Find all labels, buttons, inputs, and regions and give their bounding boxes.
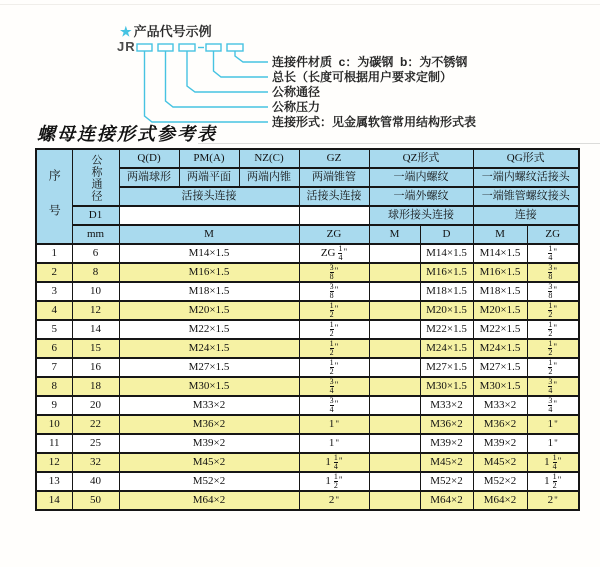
seq-cell: 8 [36,377,72,396]
seq-cell: 5 [36,320,72,339]
m-cell: M27×1.5 [119,358,299,377]
qg-zg-cell: $\frac{1}{2}$ " [527,301,579,320]
header-conn2-qz: 球形接头连接 [369,206,473,225]
qz-d-cell: M64×2 [420,491,473,510]
header-unit-mm: mm [72,225,119,244]
connector-line-material [235,51,268,62]
qg-m-cell: M27×1.5 [473,358,527,377]
seq-cell: 2 [36,263,72,282]
dn-cell: 18 [72,377,119,396]
table-row [36,282,579,301]
seq-cell: 11 [36,434,72,453]
qz-d-cell: M30×1.5 [420,377,473,396]
seq-cell: 12 [36,453,72,472]
seq-cell: 7 [36,358,72,377]
qz-m-cell [369,282,420,301]
table-row [36,377,579,396]
diagram-heading [120,21,212,40]
qg-m-cell: M30×1.5 [473,377,527,396]
qg-zg-cell: $\frac{1}{2}$ " [527,320,579,339]
header-unit-qg-zg: ZG [527,225,579,244]
code-box-1 [137,44,152,51]
header-type-qz: 一端内螺纹 [369,168,473,187]
qg-zg-cell: $\frac{3}{8}$ " [527,282,579,301]
dn-cell: 10 [72,282,119,301]
seq-cell: 9 [36,396,72,415]
gz-cell: 1" [299,434,369,453]
header-group-gz: GZ [299,149,369,168]
reference-table [35,148,580,511]
page-title: 螺母连接形式参考表 [37,124,217,145]
seq-cell: 10 [36,415,72,434]
qz-m-cell [369,244,420,263]
m-cell: M18×1.5 [119,282,299,301]
qg-m-cell: M16×1.5 [473,263,527,282]
qz-m-cell [369,434,420,453]
qz-m-cell [369,339,420,358]
diagram-label-diameter: 公称通径 [272,85,321,99]
m-cell: M16×1.5 [119,263,299,282]
qg-zg-cell: $\frac{1}{2}$ " [527,339,579,358]
qz-m-cell [369,358,420,377]
qg-m-cell: M45×2 [473,453,527,472]
qz-d-cell: M33×2 [420,396,473,415]
m-cell: M45×2 [119,453,299,472]
qg-m-cell: M36×2 [473,415,527,434]
header-group-pma: PM(A) [179,149,239,168]
header-row-d1 [36,206,579,225]
qg-zg-cell: $\frac{3}{4}$ " [527,396,579,415]
qg-zg-cell: 1 $\frac{1}{4}$ " [527,453,579,472]
m-cell: M64×2 [119,491,299,510]
header-type-pma: 两端平面 [179,168,239,187]
qz-d-cell: M27×1.5 [420,358,473,377]
gz-cell: $\frac{3}{8}$ " [299,263,369,282]
table-row [36,244,579,263]
diagram-label-material: 连接件材质 c：为碳钢 b：为不锈钢 [272,55,468,69]
diagram-heading-text: 产品代号示例 [133,24,212,39]
seq-cell: 4 [36,301,72,320]
qg-m-cell: M20×1.5 [473,301,527,320]
qz-m-cell [369,472,420,491]
qz-m-cell [369,377,420,396]
header-group-qg: QG形式 [473,149,579,168]
table-row [36,491,579,510]
table-row [36,339,579,358]
qz-d-cell: M36×2 [420,415,473,434]
qz-m-cell [369,453,420,472]
header-group-qd: Q(D) [119,149,179,168]
table-body [36,244,579,510]
qg-zg-cell: 2" [527,491,579,510]
table-row [36,453,579,472]
dn-cell: 50 [72,491,119,510]
qg-m-cell: M18×1.5 [473,282,527,301]
qz-m-cell [369,320,420,339]
header-row-groups [36,149,579,168]
dn-cell: 16 [72,358,119,377]
header-type-qd: 两端球形 [119,168,179,187]
header-conn-qz: 一端外螺纹 [369,187,473,206]
m-cell: M36×2 [119,415,299,434]
qg-m-cell: M64×2 [473,491,527,510]
header-unit-m: M [119,225,299,244]
header-group-qz: QZ形式 [369,149,473,168]
qz-d-cell: M39×2 [420,434,473,453]
dn-cell: 8 [72,263,119,282]
dn-cell: 14 [72,320,119,339]
seq-cell: 13 [36,472,72,491]
dn-cell: 15 [72,339,119,358]
code-box-2 [158,44,173,51]
table-row [36,472,579,491]
seq-cell: 14 [36,491,72,510]
table-row [36,415,579,434]
header-d1: D1 [72,206,119,225]
qz-m-cell [369,415,420,434]
qz-m-cell [369,301,420,320]
diagram-label-length: 总长（长度可根据用户要求定制） [272,70,453,84]
qz-m-cell [369,396,420,415]
qz-d-cell: M16×1.5 [420,263,473,282]
table-row [36,358,579,377]
qg-m-cell: M24×1.5 [473,339,527,358]
qg-m-cell: M39×2 [473,434,527,453]
qg-zg-cell: $\frac{3}{8}$ " [527,263,579,282]
qg-zg-cell: 1" [527,434,579,453]
seq-cell: 6 [36,339,72,358]
code-box-3 [179,44,195,51]
header-dn [72,149,119,206]
table-row [36,434,579,453]
m-cell: M22×1.5 [119,320,299,339]
seq-cell: 3 [36,282,72,301]
header-type-qg: 一端内螺纹活接头 [473,168,579,187]
product-code-prefix: JR [117,39,136,54]
header-dn-label: 公称通径 [90,153,102,202]
header-blank-union [119,206,299,225]
connector-line-diameter [187,51,268,92]
qg-zg-cell: $\frac{1}{4}$ " [527,244,579,263]
diagram-label-pressure: 公称压力 [272,100,321,114]
m-cell: M24×1.5 [119,339,299,358]
gz-cell: $\frac{3}{4}$ " [299,377,369,396]
dn-cell: 6 [72,244,119,263]
gz-cell: 1 $\frac{1}{2}$ " [299,472,369,491]
qg-m-cell: M52×2 [473,472,527,491]
gz-cell: ZG $\frac{1}{4}$ " [299,244,369,263]
m-cell: M33×2 [119,396,299,415]
dn-cell: 40 [72,472,119,491]
gz-cell: $\frac{3}{8}$ " [299,282,369,301]
header-unit-qz-d: D [420,225,473,244]
header-row-units [36,225,579,244]
header-seq [36,149,72,244]
dn-cell: 25 [72,434,119,453]
m-cell: M30×1.5 [119,377,299,396]
qg-zg-cell: 1" [527,415,579,434]
qz-d-cell: M18×1.5 [420,282,473,301]
header-seq-label: 序号 [47,168,62,239]
qz-d-cell: M14×1.5 [420,244,473,263]
m-cell: M14×1.5 [119,244,299,263]
qz-d-cell: M45×2 [420,453,473,472]
code-box-5 [227,44,243,51]
qg-m-cell: M33×2 [473,396,527,415]
qz-m-cell [369,263,420,282]
qg-m-cell: M22×1.5 [473,320,527,339]
qz-d-cell: M24×1.5 [420,339,473,358]
star-icon: ★ [120,24,132,39]
gz-cell: 1 $\frac{1}{4}$ " [299,453,369,472]
gz-cell: $\frac{3}{4}$ " [299,396,369,415]
dn-cell: 32 [72,453,119,472]
gz-cell: 2" [299,491,369,510]
gz-cell: $\frac{1}{2}$ " [299,358,369,377]
qg-zg-cell: $\frac{1}{2}$ " [527,358,579,377]
header-type-gz: 两端锥管 [299,168,369,187]
qz-m-cell [369,491,420,510]
seq-cell: 1 [36,244,72,263]
qz-d-cell: M52×2 [420,472,473,491]
m-cell: M39×2 [119,434,299,453]
dn-cell: 12 [72,301,119,320]
gz-cell: 1" [299,415,369,434]
m-cell: M52×2 [119,472,299,491]
qg-zg-cell: 1 $\frac{1}{2}$ " [527,472,579,491]
gz-cell: $\frac{1}{2}$ " [299,301,369,320]
header-blank-gz [299,206,369,225]
table-row [36,301,579,320]
gz-cell: $\frac{1}{2}$ " [299,320,369,339]
code-box-4 [206,44,221,51]
header-unit-qg-m: M [473,225,527,244]
connector-line-pressure [166,51,269,107]
header-conn-gz: 活接头连接 [299,187,369,206]
connector-line-length [214,51,269,77]
header-conn2-qg: 连接 [473,206,579,225]
dn-cell: 22 [72,415,119,434]
qz-d-cell: M20×1.5 [420,301,473,320]
qg-m-cell: M14×1.5 [473,244,527,263]
dn-cell: 20 [72,396,119,415]
header-type-nzc: 两端内锥 [239,168,299,187]
qg-zg-cell: $\frac{3}{4}$ " [527,377,579,396]
header-conn-union: 活接头连接 [119,187,299,206]
table-row [36,396,579,415]
header-unit-qz-m: M [369,225,420,244]
gz-cell: $\frac{1}{2}$ " [299,339,369,358]
table-row [36,263,579,282]
header-group-nzc: NZ(C) [239,149,299,168]
header-unit-zg: ZG [299,225,369,244]
qz-d-cell: M22×1.5 [420,320,473,339]
m-cell: M20×1.5 [119,301,299,320]
table-row [36,320,579,339]
header-conn-qg: 一端锥管螺纹接头 [473,187,579,206]
diagram-label-connection: 连接形式：见金属软管常用结构形式表 [272,115,477,129]
